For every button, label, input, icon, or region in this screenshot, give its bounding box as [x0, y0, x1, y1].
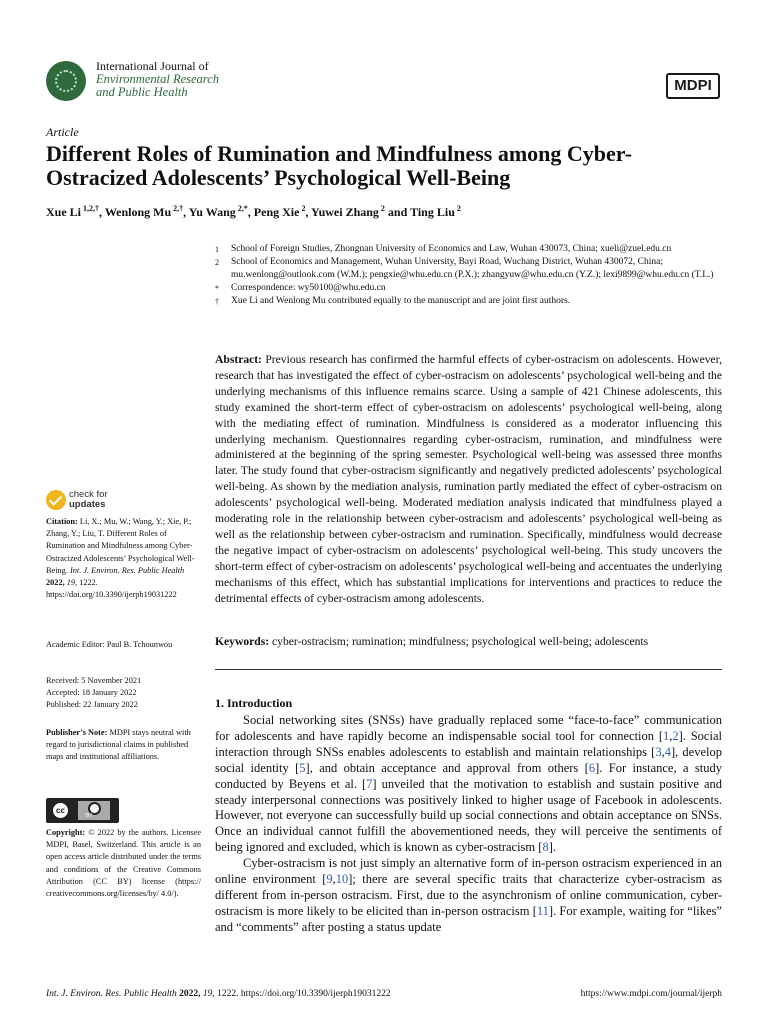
journal-name	[96, 60, 219, 99]
check-line-2: updates	[69, 499, 106, 510]
check-for-updates-label[interactable]	[69, 490, 108, 510]
author-name[interactable]: Peng Xie	[253, 205, 300, 219]
journal-logo-icon	[46, 61, 86, 101]
reference-link[interactable]: 1	[663, 728, 670, 743]
citation-text: Li, X.; Mu, W.; Wang, Y.; Xie, P.; Zhang, Y.; Liu, T. Different Roles of Rumination and Mindfulness among Cyber-Ostracized Adolescents’ Psychological Well-Being.	[46, 517, 195, 575]
section-heading: 1. Introduction	[215, 696, 293, 710]
citation-doi[interactable]: 1222. https://doi.org/10.3390/ijerph19031222	[46, 578, 177, 600]
footer-journal: Int. J. Environ. Res. Public Health	[46, 989, 177, 999]
author-affiliation-marker: 2	[454, 204, 461, 213]
reference-link[interactable]: 5	[299, 760, 306, 775]
affiliation-marker: *	[215, 284, 219, 293]
affiliation-marker: 1	[215, 245, 219, 254]
affiliation-text: Correspondence: wy50100@whu.edu.cn	[231, 283, 386, 293]
section-body	[215, 713, 722, 936]
author-name[interactable]: Wenlong Mu	[104, 205, 172, 219]
author-name[interactable]: Xue Li	[46, 205, 82, 219]
affiliation-item	[215, 243, 715, 256]
by-icon	[78, 801, 110, 820]
reference-link[interactable]: 2	[672, 728, 679, 743]
author-affiliation-marker: 2,*	[235, 204, 248, 213]
affiliation-text: School of Economics and Management, Wuhan University, Bayi Road, Wuchang District, Wuhan 430072, China; mu.wenlong@outlook.com (W.M.); pengxie@whu.edu.cn (P.X.); zhangyuw@whu.edu.cn (Y.Z.); lexi9899@whu.edu.cn (T.L.)	[231, 257, 714, 280]
reference-link[interactable]: 7	[366, 776, 373, 791]
page-footer	[46, 989, 722, 999]
footer-doi[interactable]: 1222. https://doi.org/10.3390/ijerph19031222	[217, 989, 391, 999]
citation-label: Citation:	[46, 517, 78, 526]
affiliation-item	[215, 256, 715, 282]
reference-link[interactable]: 10	[335, 872, 349, 887]
article-type: Article	[46, 125, 79, 139]
divider	[215, 669, 722, 670]
paper-title: Different Roles of Rumination and Mindfulness among Cyber-Ostracized Adolescents’ Psychological Well-Being	[46, 141, 633, 190]
abstract-text: Previous research has confirmed the harmful effects of cyber-ostracism on adolescents. However, research that has investigated the effect of cyber-ostracism on adolescents’ psychological well-being and the underlying mechanisms of this influence remains scarce. Using a sample of 421 Chinese adolescents, this study examined the short-term effect of cyber-ostracism on adolescents’ psychological well-being, along with the mediating effect of rumination. Mindfulness is considered as a moderator influencing this underlying mechanism. Questionnaires regarding cyber-ostracism, rumination, and mindfulness were administered at the beginning of the spring semester. Psychological well-being was assessed three months later. The study found that cyber-ostracism significantly and negatively predicted adolescents’ psychological well-being. As shown by the mediation analysis, rumination partly mediated the effect of cyber-ostracism on adolescents’ psychological well-being. Moderated mediation analysis indicated that mindfulness played a moderating role in the relationship between cyber-ostracism and adolescents’ psychological well-being as well as the relationship between cyber-ostracism and rumination. Specifically, mindfulness would decrease the negative impact of cyber-ostracism on adolescents’ psychological well-being. This study uncovers the short-term effect of cyber-ostracism on adolescents’ psychological well-being and accentuates the underlying mechanisms of this effect, which has substantial implications for interventions and practices to reduce the detrimental effects of cyber-ostracism among adolescents.	[215, 353, 722, 605]
author-affiliation-marker: 1,2,†	[81, 204, 100, 213]
publisher-note-label: Publisher’s Note:	[46, 728, 108, 737]
academic-editor: Academic Editor: Paul B. Tchounwou	[46, 640, 173, 649]
copyright	[46, 827, 201, 900]
footer-year: 2022,	[179, 989, 201, 999]
citation	[46, 516, 201, 601]
reference-link[interactable]: 3	[655, 744, 662, 759]
keywords-text: cyber-ostracism; rumination; mindfulness; psychological well-being; adolescents	[272, 635, 649, 648]
accepted-date: Accepted: 18 January 2022	[46, 688, 137, 698]
received-date: Received: 5 November 2021	[46, 676, 142, 685]
author-affiliation-marker: 2	[299, 204, 306, 213]
affiliations	[215, 243, 715, 308]
reference-link[interactable]: 9	[326, 872, 333, 887]
paragraph: Cyber-ostracism is not just simply an alternative form of in-person ostracism experienced in an online environment [9,10]; there are several specific traits that characterize cyber-ostracism as different from in-person ostracism. First, due to the asynchronism of online communication, cyber-ostracism is more likely to be elicited than in-person ostracism [11]. For example, waiting for “likes” and “comments” after posting a status update	[215, 856, 722, 934]
reference-link[interactable]: 11	[536, 903, 549, 918]
keywords	[215, 634, 722, 649]
footer-volume: 19,	[202, 989, 215, 999]
journal-line-3: and Public Health	[96, 85, 188, 99]
reference-link[interactable]: 8	[542, 840, 549, 855]
affiliation-marker: †	[215, 297, 219, 306]
paragraph: Social networking sites (SNSs) have gradually replaced some “face-to-face” communication for adolescents and have rapidly become an indispensable social tool for connection [1,2]. Social interaction through SNSs enables adolescents to establish and maintain relationships [3,4], develop social identity [5], and obtain acceptance and approval from others [6]. For instance, a study conducted by Beyens et al. [7] unveiled that the motivation to establish and sustain positive and steady interpersonal connections was positively linked to higher usage of Facebook in adolescents. However, not everyone can successfully build up social connections and obtain acceptance on SNSs. Once an individual cannot fulfill the abovementioned needs, they will perceive the sentiments of being ignored and excluded, which is known as cyber-ostracism [8].	[215, 713, 723, 855]
journal-line-1: International Journal of	[96, 59, 209, 73]
author-list: Xue Li $^{1,2,\dagger}$, Wenlong Mu $^{2,\dagger}$, Yu Wang $^{2,*}$, Peng Xie $^2$, Yuwei Zhang $^2$ and Ting Liu $^2$	[46, 204, 461, 219]
publisher-note	[46, 727, 201, 764]
footer-citation	[46, 989, 391, 999]
abstract-label: Abstract:	[215, 353, 263, 366]
publisher-logo: MDPI	[666, 73, 720, 99]
affiliation-item	[215, 282, 715, 295]
affiliation-text: Xue Li and Wenlong Mu contributed equally to the manuscript and are joint first authors.	[231, 296, 571, 306]
affiliation-item	[215, 295, 715, 308]
publisher-note-text: MDPI stays neutral with regard to jurisdictional claims in published maps and institutional affiliations.	[46, 728, 191, 762]
affiliation-marker: 2	[215, 258, 219, 267]
cc-icon: cc	[51, 801, 70, 820]
keywords-label: Keywords:	[215, 635, 270, 648]
reference-link[interactable]: 6	[588, 760, 596, 775]
check-line-1: check for	[69, 489, 108, 500]
published-date: Published: 22 January 2022	[46, 700, 138, 710]
abstract	[215, 352, 722, 607]
by-label: BY	[86, 813, 93, 819]
author-affiliation-marker: 2	[378, 204, 385, 213]
cc-by-license-icon[interactable]	[46, 798, 119, 823]
author-affiliation-marker: 2,†	[171, 204, 184, 213]
citation-journal: Int. J. Environ. Res. Public Health	[69, 565, 185, 575]
journal-line-2: Environmental Research	[96, 72, 219, 86]
citation-year: 2022,	[46, 578, 65, 588]
citation-volume: 19,	[66, 578, 78, 588]
reference-link[interactable]: 4	[664, 744, 671, 759]
affiliation-text: School of Foreign Studies, Zhongnan University of Economics and Law, Wuhan 430073, China; xueli@zuel.edu.cn	[231, 244, 672, 254]
author-name[interactable]: Ting Liu	[410, 205, 455, 219]
copyright-text: © 2022 by the authors. Licensee MDPI, Basel, Switzerland. This article is an open access article distributed under the terms and conditions of the Creative Commons Attribution (CC BY) license (https:// creativecommons.org/licenses/by/ 4.0/).	[46, 828, 202, 899]
copyright-label: Copyright:	[46, 828, 86, 837]
check-for-updates-icon[interactable]	[46, 490, 66, 510]
dates	[46, 675, 201, 712]
author-name[interactable]: Yuwei Zhang	[311, 205, 379, 219]
footer-journal-url[interactable]: https://www.mdpi.com/journal/ijerph	[580, 989, 722, 999]
author-name[interactable]: Yu Wang	[188, 205, 236, 219]
